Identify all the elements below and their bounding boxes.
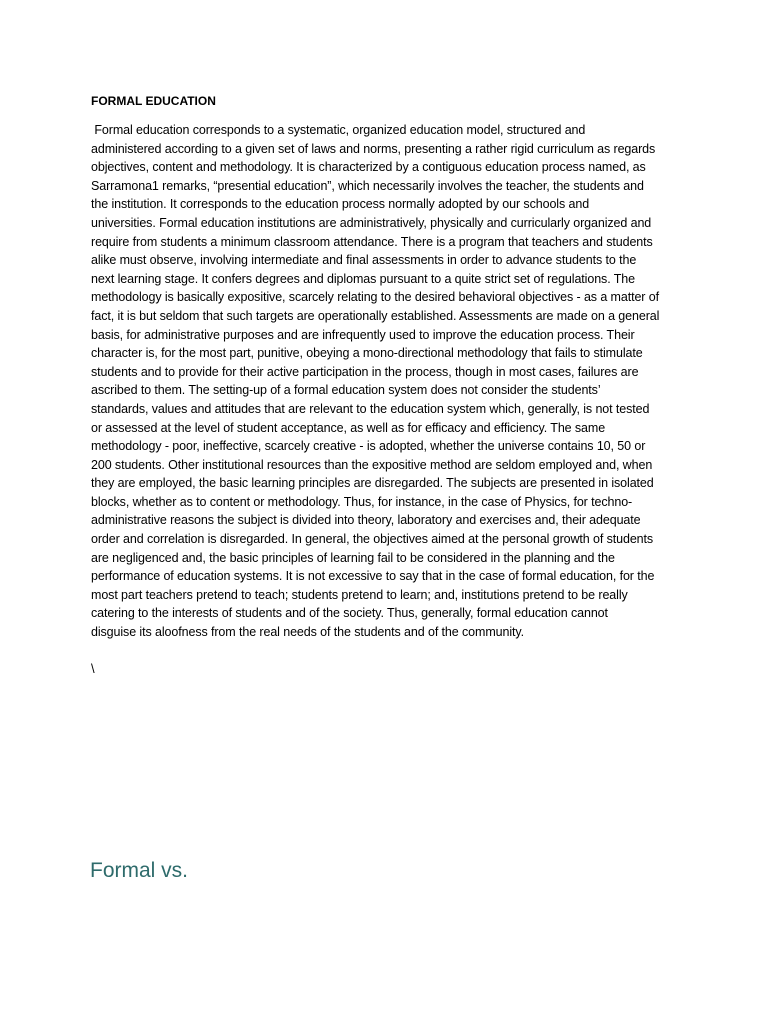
paragraph-line: methodology is basically expositive, scarcely relating to the desired behavioral objectives - as a matter of <box>91 290 659 305</box>
paragraph-line: are negligenced and, the basic principles of learning fail to be considered in the planning and the <box>91 550 615 565</box>
paragraph-line: require from students a minimum classroom attendance. There is a program that teachers and students <box>91 234 653 249</box>
paragraph-line: they are employed, the basic learning principles are disregarded. The subjects are presented in isolated <box>91 476 654 491</box>
paragraph-line: methodology - poor, ineffective, scarcely creative - is adopted, whether the universe contains 10, 50 or <box>91 439 646 454</box>
paragraph-line: administered according to a given set of laws and norms, presenting a rather rigid curriculum as regards <box>91 141 656 156</box>
paragraph-line: Formal education corresponds to a systematic, organized education model, structured and <box>91 123 586 137</box>
paragraph-line: 200 students. Other institutional resources than the expositive method are seldom employed and, when <box>91 457 653 472</box>
stray-backslash: \ <box>91 661 95 676</box>
paragraph-line: character is, for the most part, punitive, obeying a mono-directional methodology that fails to stimulate <box>91 346 643 361</box>
paragraph-line: the institution. It corresponds to the education process normally adopted by our schools and <box>91 197 590 212</box>
paragraph-line: Sarramona1 remarks, “presential education”, which necessarily involves the teacher, the students and <box>91 178 644 193</box>
paragraph-line: disguise its aloofness from the real needs of the students and of the community. <box>91 625 524 640</box>
paragraph-line: fact, it is but seldom that such targets are operationally established. Assessments are made on a general <box>91 308 660 323</box>
paragraph-line: next learning stage. It confers degrees and diplomas pursuant to a quite strict set of regulations. The <box>91 271 635 286</box>
paragraph-line: ascribed to them. The setting-up of a formal education system does not consider the students’ <box>91 383 601 398</box>
next-section-heading: Formal vs. <box>90 859 189 882</box>
paragraph-line: basis, for administrative purposes and are infrequently used to improve the education process. Their <box>91 327 635 342</box>
paragraph-line: blocks, whether as to content or methodology. Thus, for instance, in the case of Physics, for techno- <box>91 494 633 509</box>
section-title: FORMAL EDUCATION <box>91 94 216 108</box>
paragraph-line: or assessed at the level of student acceptance, as well as for efficacy and efficiency. The same <box>91 420 606 435</box>
paragraph-line: standards, values and attitudes that are relevant to the education system which, generally, is not tested <box>91 401 650 416</box>
paragraph-line: objectives, content and methodology. It is characterized by a contiguous education process named, as <box>91 160 646 175</box>
paragraph-line: most part teachers pretend to teach; students pretend to learn; and, institutions pretend to be really <box>91 587 628 602</box>
paragraph-line: universities. Formal education institutions are administratively, physically and curricularly organized and <box>91 215 652 230</box>
paragraph-line: order and correlation is disregarded. In general, the objectives aimed at the personal growth of students <box>91 532 654 547</box>
paragraph-line: alike must observe, involving intermediate and final assessments in order to advance students to the <box>91 253 637 268</box>
paragraph-line: performance of education systems. It is not excessive to say that in the case of formal education, for the <box>91 569 655 584</box>
body-paragraph <box>91 121 681 642</box>
paragraph-line: administrative reasons the subject is divided into theory, laboratory and exercises and, their adequate <box>91 513 641 528</box>
paragraph-line: students and to provide for their active participation in the process, though in most cases, failures are <box>91 364 639 379</box>
paragraph-line: catering to the interests of students and of the society. Thus, generally, formal education cannot <box>91 606 608 621</box>
